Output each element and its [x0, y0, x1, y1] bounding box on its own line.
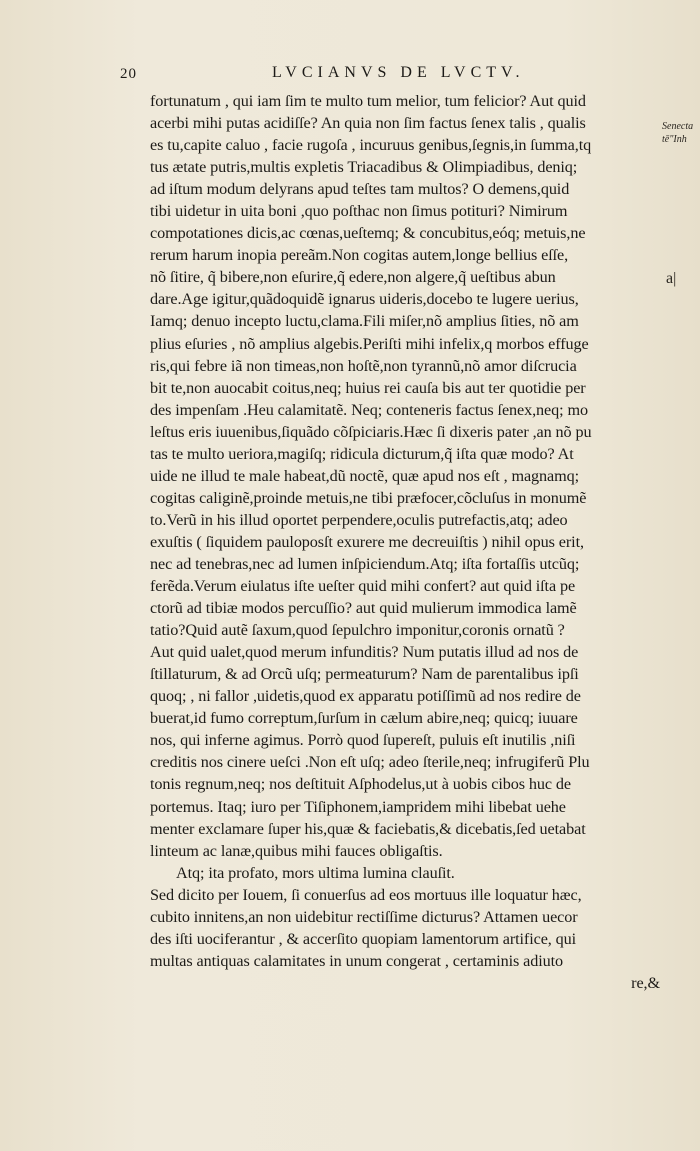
text-line: to.Verũ in his illud oportet perpendere,oculis putrefactis,atq; adeo: [150, 510, 568, 529]
text-line: tas te multo ueriora,magiſq; ridicula dicturum,q̃ iſta quæ modo? At: [150, 444, 574, 463]
margin-note: tē"Inh: [662, 134, 687, 145]
body-text: [150, 90, 660, 994]
text-line: tonis regnum,neq; nos deſtituit Aſphodelus,ut à uobis cibos huc de: [150, 775, 571, 794]
text-line: ris,qui febre iã non timeas,non hoſtẽ,non tyrannũ,nõ amor diſcrucia: [150, 356, 577, 375]
text-line: tibi uidetur in uita boni ,quo poſthac non ſimus potituri? Nimirum: [150, 202, 568, 221]
text-line: compotationes dicis,ac cœnas,ueſtemq; & concubitus,eóq; metuis,ne: [150, 224, 586, 243]
text-line: rerum harum inopia pereãm.Non cogitas autem,longe bellius eſſe,: [150, 246, 569, 265]
text-line: plius eſuries , nõ amplius algebis.Periſti mihi infelix,q morbos effuge: [150, 334, 589, 353]
text-line: Iamq; denuo incepto luctu,clama.Fili miſer,nõ amplius ſities, nõ am: [150, 312, 579, 331]
text-line: des iſti uociferantur , & accerſito quopiam lamentorum artifice, qui: [150, 929, 577, 948]
text-line: linteum ac lanæ,quibus mihi fauces obligaſtis.: [150, 841, 443, 860]
text-line: exuſtis ( ſiquidem pauloposſt exurere me decreuiſtis ) nihil opus erit,: [150, 532, 584, 551]
page-number: 20: [120, 66, 137, 82]
text-line: Aut quid ualet,quod merum infunditis? Num putatis illud ad nos de: [150, 643, 579, 662]
text-line: nõ ſitire, q̃ bibere,non eſurire,q̃ edere,non algere,q̃ ueſtibus abun: [150, 268, 556, 287]
text-line: ad iſtum modum delyrans apud teſtes tam multos? O demens,quid: [150, 180, 570, 199]
text-line: menter exclamare ſuper his,quæ & faciebatis,& dicebatis,ſed uetabat: [150, 819, 586, 838]
margin-notes: [662, 120, 700, 287]
text-line: tus ætate putris,multis expletis Triacadibus & Olimpiadibus, deniq;: [150, 158, 578, 177]
margin-note: Senecta: [662, 121, 694, 132]
catchword: re,&: [631, 973, 660, 992]
text-line: portemus. Itaq; iuro per Tiſiphonem,iampridem mihi libebat uehe: [150, 797, 566, 816]
text-line: creditis nos cinere ueſci .Non eſt uſq; adeo ſterile,neq; infrugiferũ Plu: [150, 753, 590, 772]
text-line: bit te,non auocabit coitus,neq; huius rei cauſa bis aut ter quotidie per: [150, 378, 586, 397]
text-line: nos, qui inferne agimus. Porrò quod ſupereſt, puluis eſt inutilis ,niſi: [150, 731, 576, 750]
margin-note: a|: [666, 270, 677, 287]
text-line: es tu,capite caluo , facie rugoſa , incuruus genibus,ſegnis,in ſumma,tq: [150, 136, 592, 155]
text-line: des impenſam .Heu calamitatẽ. Neq; conteneris factus ſenex,neq; mo: [150, 400, 588, 419]
text-line: nec ad tenebras,nec ad lumen inſpiciendum.Atq; iſta fortaſſis utcũq;: [150, 554, 580, 573]
text-line: leſtus eris iuuenibus,ſiquãdo cõſpiciaris.Hæc ſi dixeris pater ,an nõ pu: [150, 422, 592, 441]
text-line: multas antiquas calamitates in unum congerat , certaminis adiuto: [150, 951, 564, 970]
quoted-verse: Atq; ita profato, mors ultima lumina clauſit.: [176, 863, 455, 882]
text-line: cogitas caliginẽ,proinde metuis,ne tibi præfocer,cõcluſus in monumẽ: [150, 488, 587, 507]
running-title: LVCIANVS DE LVCTV.: [272, 64, 525, 81]
text-line: acerbi mihi putas acidiſſe? An quia non ſim factus ſenex talis , qualis: [150, 114, 586, 133]
text-line: tatio?Quid autẽ ſaxum,quod ſepulchro imponitur,coronis ornatũ ?: [150, 621, 565, 640]
text-line: ferẽda.Verum eiulatus iſte ueſter quid mihi confert? aut quid iſta pe: [150, 577, 576, 596]
text-line: Sed dicito per Iouem, ſi conuerſus ad eos mortuus ille loquatur hæc,: [150, 885, 582, 904]
text-line: cubito innitens,an non uidebitur rectiſſime dicturus? Attamen uecor: [150, 907, 578, 926]
text-line: fortunatum , qui iam ſim te multo tum melior, tum felicior? Aut quid: [150, 92, 586, 110]
text-line: ctorũ ad tibiæ modos percuſſio? aut quid mulierum immodica lamẽ: [150, 599, 577, 618]
text-line: quoq; , ni fallor ,uidetis,quod ex apparatu potiſſimũ ad nos redire de: [150, 687, 581, 706]
text-line: uide ne illud te male habeat,dũ noctẽ, quæ apud nos eſt , magnamq;: [150, 466, 580, 485]
text-line: dare.Age igitur,quãdoquidẽ ignarus uideris,docebo te lugere uerius,: [150, 290, 579, 309]
text-line: buerat,id fumo correptum,ſurſum in cælum abire,neq; quicq; iuuare: [150, 709, 578, 728]
text-line: ſtillaturum, & ad Orcũ uſq; permeaturum? Nam de parentalibus ipſi: [150, 665, 579, 684]
